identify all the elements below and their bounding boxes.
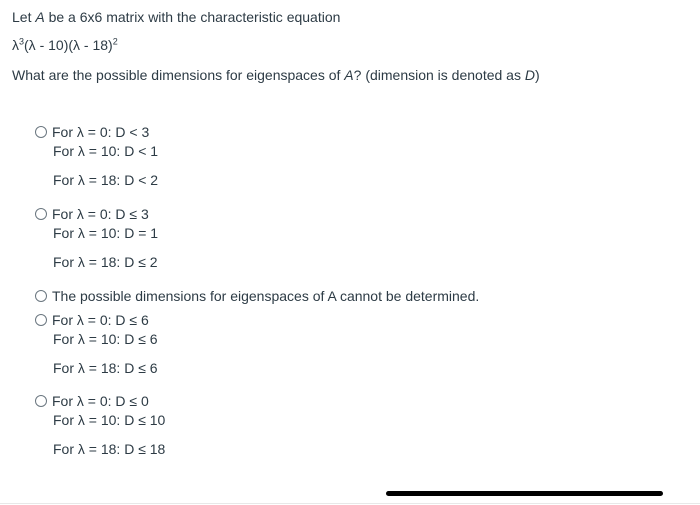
- answer-option-1[interactable]: [35, 122, 158, 189]
- answer-option-4[interactable]: [35, 310, 158, 377]
- equation-term: (λ - 10)(λ - 18): [24, 37, 113, 53]
- option-label: For λ = 0: D ≤ 0: [52, 392, 149, 409]
- question-text: ): [534, 67, 540, 83]
- bottom-divider: [0, 503, 700, 504]
- equation-exponent: 3: [19, 36, 25, 47]
- option-label: For λ = 10: D = 1: [53, 224, 159, 241]
- option-row: [35, 310, 158, 329]
- option-label: For λ = 10: D < 1: [53, 142, 159, 159]
- option-label: For λ = 18: D < 2: [53, 171, 159, 188]
- option-label: For λ = 0: D ≤ 6: [52, 311, 149, 328]
- answer-option-2[interactable]: [35, 204, 158, 271]
- question-text: Let: [12, 9, 36, 25]
- characteristic-equation: [12, 37, 118, 53]
- option-row: [35, 122, 158, 141]
- matrix-variable: A: [344, 67, 354, 83]
- answer-option-3[interactable]: [35, 286, 479, 305]
- option-label: The possible dimensions for eigenspaces of A cannot be determined.: [52, 287, 480, 304]
- radio-button[interactable]: [35, 314, 47, 326]
- radio-button[interactable]: [35, 126, 47, 138]
- option-label: For λ = 18: D ≤ 2: [53, 253, 158, 270]
- option-label: For λ = 10: D ≤ 10: [53, 411, 166, 428]
- answer-option-5[interactable]: [35, 391, 165, 458]
- radio-button[interactable]: [35, 290, 47, 302]
- matrix-variable: A: [35, 9, 45, 25]
- option-row: [35, 286, 479, 305]
- question-line-1: [12, 9, 340, 25]
- option-label: For λ = 18: D ≤ 18: [53, 440, 166, 457]
- question-line-3: [12, 67, 540, 83]
- option-label: For λ = 0: D ≤ 3: [52, 205, 149, 222]
- equation-exponent: 2: [112, 36, 118, 47]
- question-text: be a 6x6 matrix with the characteristic equation: [44, 9, 341, 25]
- option-label: For λ = 10: D ≤ 6: [53, 330, 158, 347]
- option-row: [35, 391, 165, 410]
- option-label: For λ = 0: D < 3: [52, 123, 150, 140]
- option-row: [35, 204, 158, 223]
- radio-button[interactable]: [35, 395, 47, 407]
- home-indicator-bar: [386, 491, 663, 496]
- option-label: For λ = 18: D ≤ 6: [53, 359, 158, 376]
- equation-term: λ: [12, 37, 19, 53]
- dimension-variable: D: [524, 67, 535, 83]
- radio-button[interactable]: [35, 208, 47, 220]
- question-text: ? (dimension is denoted as: [353, 67, 525, 83]
- question-text: What are the possible dimensions for eigenspaces of: [12, 67, 345, 83]
